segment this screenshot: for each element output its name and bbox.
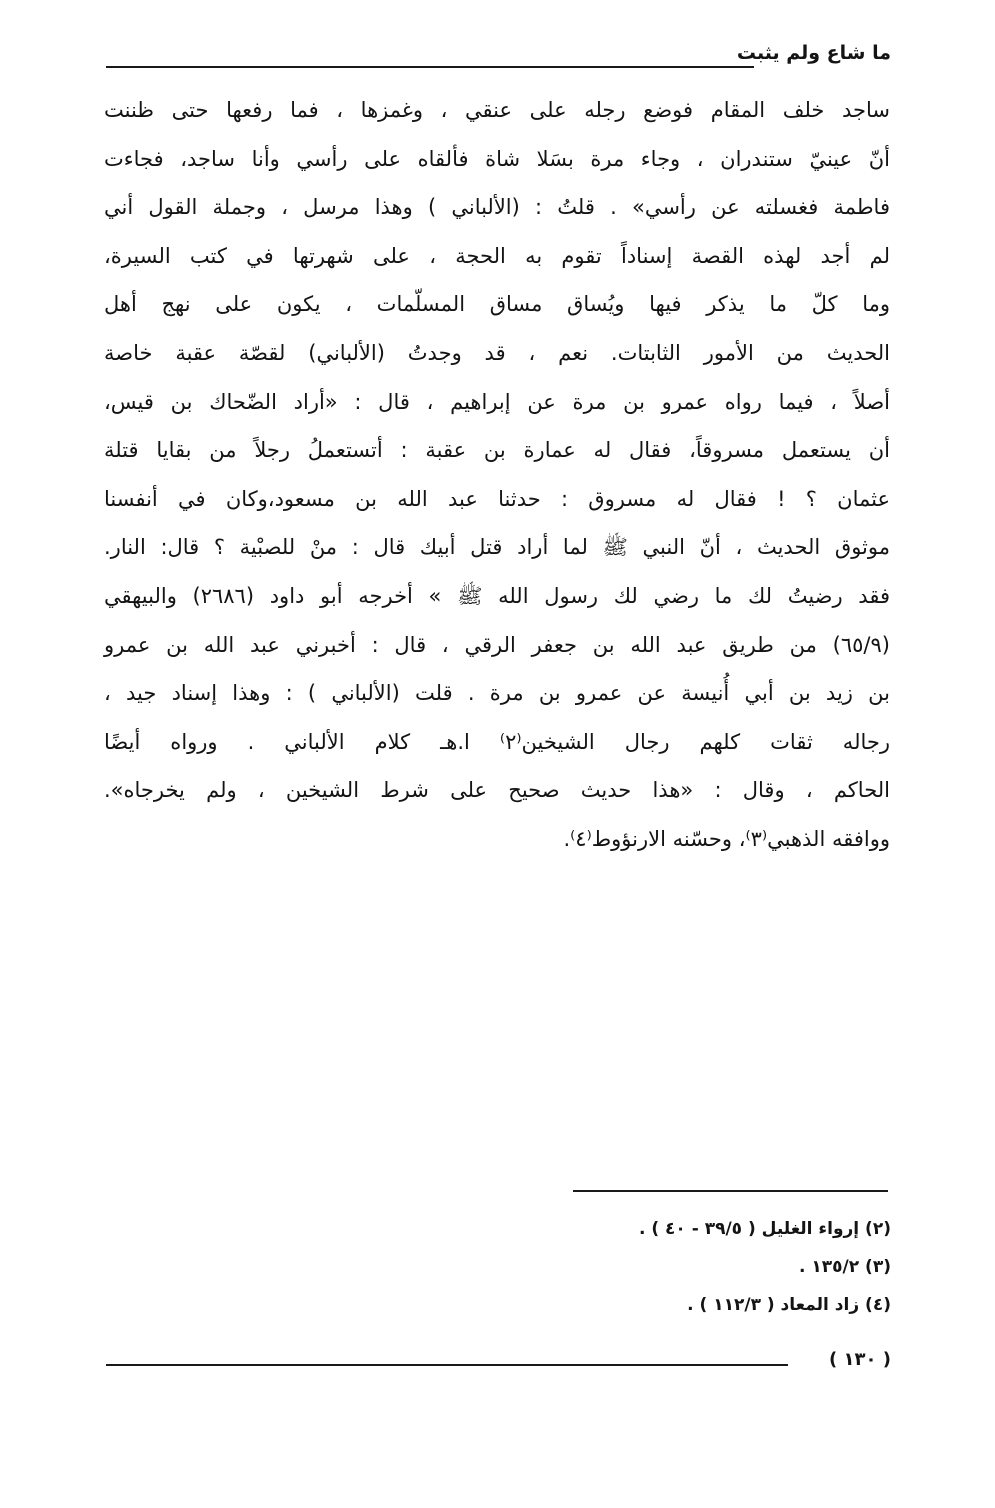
body-line: ووافقه الذهبي⁽٣⁾، وحسّنه الارنؤوط⁽٤⁾. <box>563 826 890 851</box>
footnote-separator <box>573 1190 888 1192</box>
footnote-item: (٣) ١٣٥/٢ . <box>799 1257 891 1277</box>
body-line: أن يستعمل مسروقاً، فقال له عمارة بن عقبة : أتستعملُ رجلاً من بقايا قتلة <box>104 438 890 463</box>
body-line: ساجد خلف المقام فوضع رجله على عنقي ، وغمزها ، فما رفعها حتى ظننت <box>104 98 890 122</box>
body-line: بن زيد بن أبي أُنيسة عن عمرو بن مرة . قلت (الألباني ) : وهذا إسناد جيد ، <box>104 681 890 706</box>
running-header-title: ما شاع ولم يثبت <box>736 42 891 64</box>
page-number: ( ١٣٠ ) <box>829 1349 891 1370</box>
body-line: أصلاً ، فيما رواه عمرو بن مرة عن إبراهيم ، قال : «أراد الضّحاك بن قيس، <box>104 389 890 414</box>
body-line: أنّ عينيّ ستندران ، وجاء مرة بسَلا شاة فألقاه على رأسي وأنا ساجد، فجاءت <box>104 146 890 171</box>
body-text <box>104 86 890 864</box>
body-line: فقد رضيتُ لك ما رضي لك رسول الله ﷺ » أخرجه أبو داود (٢٦٨٦) والبيهقي <box>104 583 890 608</box>
body-line: فاطمة فغسلته عن رأسي» . قلتُ : (الألباني ) وهذا مرسل ، وجملة القول أني <box>104 195 890 220</box>
body-line: وما كلّ ما يذكر فيها ويُساق مساق المسلّمات ، يكون على نهج أهل <box>104 292 890 317</box>
body-line: الحاكم ، وقال : «هذا حديث صحيح على شرط الشيخين ، ولم يخرجاه». <box>104 778 890 803</box>
body-line: عثمان ؟ ! فقال له مسروق : حدثنا عبد الله بن مسعود،وكان في أنفسنا <box>104 486 890 511</box>
body-line: الحديث من الأمور الثابتات. نعم ، قد وجدتُ (الألباني) لقصّة عقبة خاصة <box>104 340 890 365</box>
body-line: موثوق الحديث ، أنّ النبي ﷺ لما أراد قتل أبيك قال : منْ للصبْية ؟ قال: النار. <box>104 535 890 560</box>
footnote-item: (٢) إرواء الغليل ( ٣٩/٥ - ٤٠ ) . <box>638 1219 891 1239</box>
footnotes <box>491 1210 891 1324</box>
header-rule <box>106 66 754 68</box>
body-line: لم أجد لهذه القصة إسناداً تقوم به الحجة ، على شهرتها في كتب السيرة، <box>104 243 890 268</box>
body-line: (٦٥/٩) من طريق عبد الله بن جعفر الرقي ، قال : أخبرني عبد الله بن عمرو <box>104 632 890 657</box>
footnote-item: (٤) زاد المعاد ( ١١٢/٣ ) . <box>687 1295 891 1315</box>
footer-rule <box>106 1364 788 1366</box>
body-line: رجاله ثقات كلهم رجال الشيخين⁽٢⁾ ا.هـ كلام الألباني . ورواه أيضًا <box>104 729 890 754</box>
